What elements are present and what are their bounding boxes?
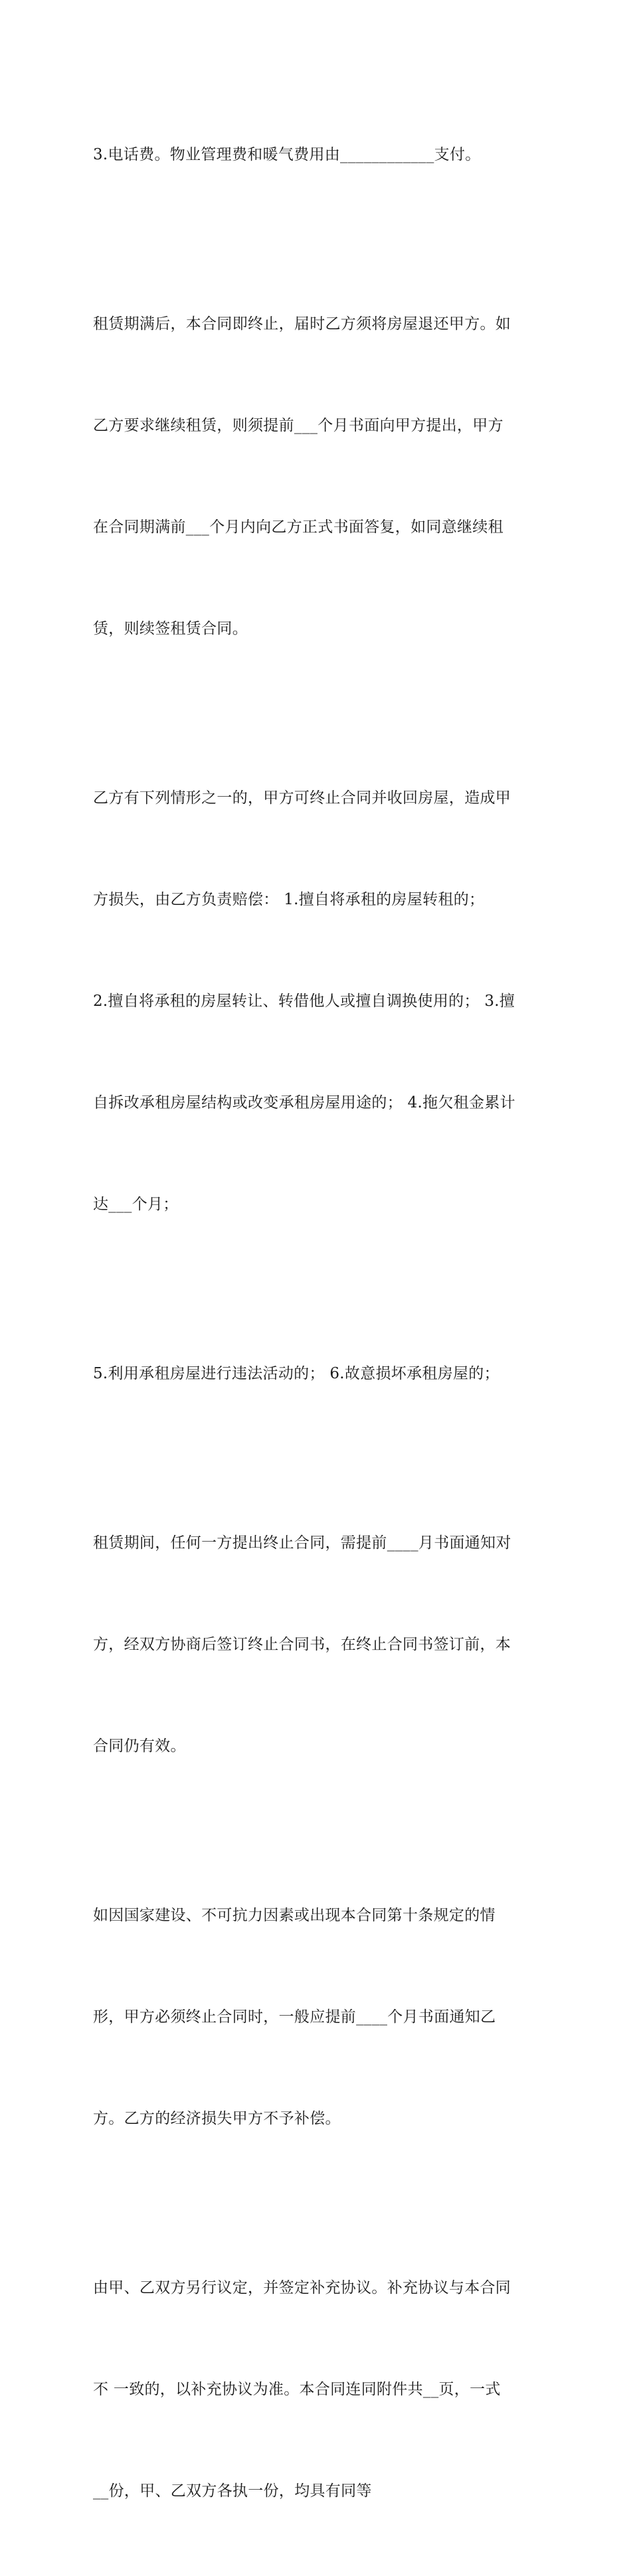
text-line: 租赁期满后，本合同即终止，届时乙方须将房屋退还甲方。如 (93, 315, 511, 333)
text-line: 合同仍有效。 (93, 1737, 186, 1755)
paragraph-lease-expiry (93, 240, 545, 714)
text-line: 方损失，由乙方负责赔偿： 1.擅自将承租的房屋转租的； (93, 891, 485, 908)
text-line: 自拆改承租房屋结构或改变承租房屋用途的； 4.拖欠租金累计 (93, 1094, 515, 1111)
text-line: 形，甲方必须终止合同时，一般应提前____个月书面通知乙 (93, 2008, 496, 2026)
text-line: 方，经双方协商后签订终止合同书，在终止合同书签订前，本 (93, 1636, 511, 1653)
text-line: 租赁期间，任何一方提出终止合同，需提前____月书面通知对 (93, 1534, 511, 1552)
paragraph-force-majeure (93, 1831, 545, 2204)
text-line: 达___个月； (93, 1196, 179, 1213)
paragraph-utility-fees (93, 70, 545, 240)
paragraph-termination-conditions (93, 714, 545, 1289)
text-line: 3.电话费。物业管理费和暖气费用由____________支付。 (93, 146, 481, 163)
paragraph-supplementary-agreement (93, 2204, 545, 2576)
text-line: 由甲、乙双方另行议定，并签定补充协议。补充协议与本合同 (93, 2279, 511, 2296)
text-line: 2.擅自将承租的房屋转让、转借他人或擅自调换使用的； 3.擅 (93, 993, 515, 1010)
text-line: 方。乙方的经济损失甲方不予补偿。 (93, 2110, 341, 2127)
text-line: 如因国家建设、不可抗力因素或出现本合同第十条规定的情 (93, 1907, 496, 1924)
text-line: __份，甲、乙双方各执一份，均具有同等 (93, 2482, 372, 2500)
text-line: 乙方要求继续租赁，则须提前___个月书面向甲方提出，甲方 (93, 417, 503, 434)
document-page (93, 70, 545, 2576)
paragraph-illegal-activities (93, 1289, 545, 1459)
paragraph-early-termination (93, 1459, 545, 1831)
text-line: 在合同期满前___个月内向乙方正式书面答复，如同意继续租 (93, 519, 503, 536)
text-line: 不 一致的，以补充协议为准。本合同连同附件共__页，一式 (93, 2381, 501, 2398)
text-line: 赁，则续签租赁合同。 (93, 620, 248, 637)
text-line: 5.利用承租房屋进行违法活动的； 6.故意损坏承租房屋的； (93, 1365, 499, 1382)
text-line: 乙方有下列情形之一的，甲方可终止合同并收回房屋，造成甲 (93, 789, 511, 807)
